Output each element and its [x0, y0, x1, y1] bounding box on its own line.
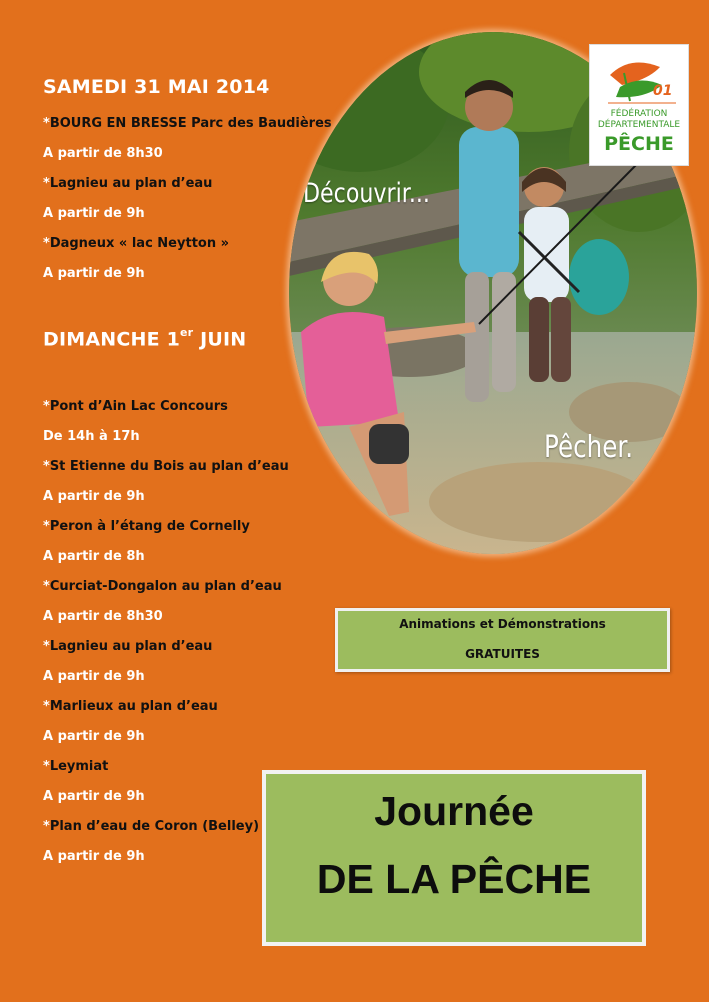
schedule-time: A partir de 8h30: [43, 146, 163, 161]
schedule-place: *Peron à l’étang de Cornelly: [43, 519, 250, 534]
demonstrations-label: Animations et Démonstrations: [399, 617, 606, 631]
overlay-pecher: Pêcher.: [544, 430, 634, 465]
schedule-time: A partir de 8h: [43, 549, 145, 564]
logo-text: FÉDÉRATION DÉPARTEMENTALE: [597, 109, 681, 130]
demonstrations-box: [335, 608, 670, 672]
overlay-decouvrir: Découvrir...: [303, 178, 430, 209]
schedule-time: A partir de 9h: [43, 789, 145, 804]
schedule-place: *Curciat-Dongalon au plan d’eau: [43, 579, 282, 594]
event-title-line2: DE LA PÊCHE: [316, 856, 592, 902]
schedule-place: *BOURG EN BRESSE Parc des Baudières: [43, 116, 332, 131]
schedule-time: A partir de 9h: [43, 849, 145, 864]
schedule-place: *Lagnieu au plan d’eau: [43, 639, 213, 654]
saturday-schedule: [43, 116, 332, 296]
free-label: GRATUITES: [465, 647, 540, 661]
schedule-place: *Plan d’eau de Coron (Belley): [43, 819, 260, 834]
schedule-place: *Dagneux « lac Neytton »: [43, 236, 230, 251]
schedule-time: A partir de 9h: [43, 489, 145, 504]
schedule-place: *Marlieux au plan d’eau: [43, 699, 218, 714]
saturday-heading: SAMEDI 31 MAI 2014: [43, 76, 270, 98]
schedule-place: *Pont d’Ain Lac Concours: [43, 399, 228, 414]
schedule-time: A partir de 9h: [43, 729, 145, 744]
logo-number: 01: [653, 83, 673, 99]
schedule-place: *St Etienne du Bois au plan d’eau: [43, 459, 289, 474]
event-title-box: [262, 770, 646, 946]
schedule-place: *Leymiat: [43, 759, 109, 774]
sunday-heading: DIMANCHE 1er JUIN: [43, 326, 247, 351]
schedule-place: *Lagnieu au plan d’eau: [43, 176, 213, 191]
schedule-time: A partir de 9h: [43, 669, 145, 684]
logo-peche: PÊCHE: [604, 133, 674, 155]
schedule-time: De 14h à 17h: [43, 429, 140, 444]
schedule-time: A partir de 9h: [43, 206, 145, 221]
federation-logo: [589, 44, 689, 166]
event-title-line1: Journée: [374, 788, 534, 834]
schedule-time: A partir de 9h: [43, 266, 145, 281]
schedule-time: A partir de 8h30: [43, 609, 163, 624]
sunday-schedule: [43, 399, 289, 879]
